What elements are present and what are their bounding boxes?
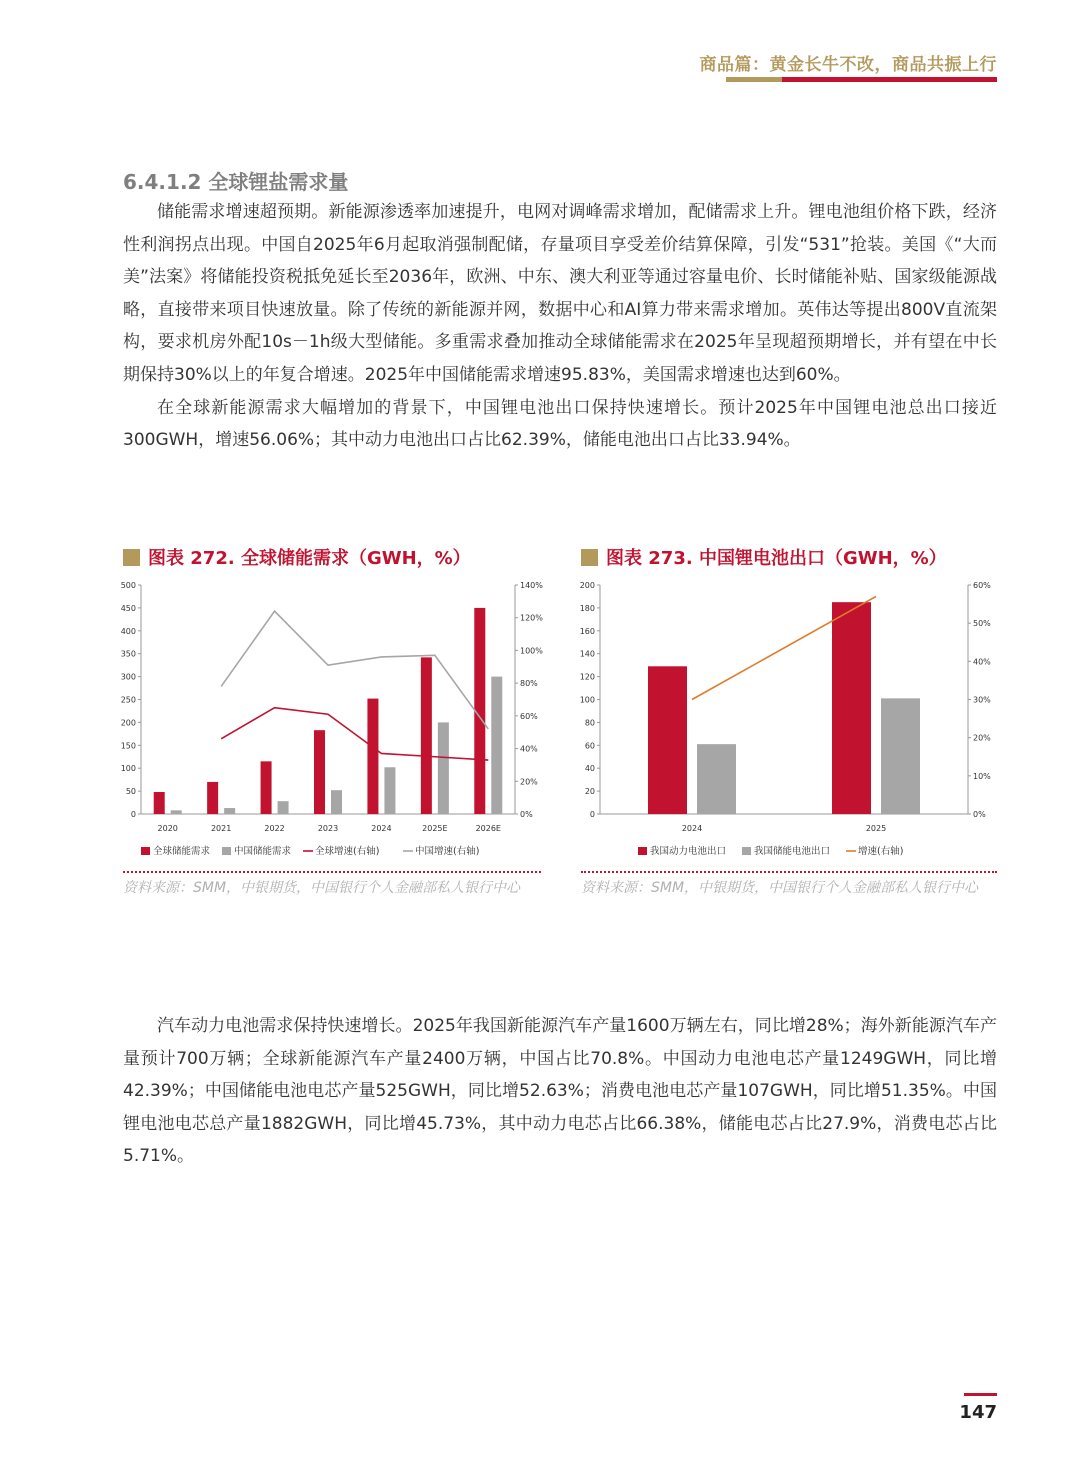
paragraph: 汽车动力电池需求保持快速增长。2025年我国新能源汽车产量1600万辆左右，同比增28%；海外新能源汽车产量预计700万辆；全球新能源汽车产量2400万辆，中国占比70.8%。中国动力电池电芯产量1249GWH，同比增42.39%；中国储能电池电芯产量525GWH，同比增52.63%；消费电池电芯产量107GWH，同比增51.35%。中国锂电池电芯总产量1882GWH，同比增45.73%，其中动力电芯占比66.38%，储能电芯占比27.9%，消费电芯占比5.71%。 xyxy=(123,1016,997,1167)
legend-label: 中国增速(右轴) xyxy=(415,846,480,857)
x-tick-label: 2023 xyxy=(317,824,339,833)
bar xyxy=(421,657,432,814)
y2-tick-label: 10% xyxy=(973,771,991,781)
y-tick-label: 100 xyxy=(579,695,595,705)
x-tick-label: 2021 xyxy=(210,824,232,833)
legend-swatch xyxy=(638,847,647,855)
y-tick-label: 60 xyxy=(584,741,595,751)
bar xyxy=(832,602,871,814)
y-tick-label: 150 xyxy=(120,741,136,751)
y2-tick-label: 0% xyxy=(520,810,533,819)
y2-tick-label: 120% xyxy=(520,613,543,623)
y2-tick-label: 60% xyxy=(973,581,991,590)
y-tick-label: 450 xyxy=(120,603,136,613)
chart-273-source: 资料来源：SMM，中银期货，中国银行个人金融部私人银行中心 xyxy=(581,880,979,896)
y2-tick-label: 20% xyxy=(973,733,991,743)
bar xyxy=(278,801,289,814)
y-tick-label: 400 xyxy=(120,626,136,636)
bar xyxy=(491,677,502,814)
header-rule-red xyxy=(782,77,997,82)
bar xyxy=(261,761,272,814)
paragraph: 在全球新能源需求大幅增加的背景下，中国锂电池出口保持快速增长。预计2025年中国锂电池总出口接近300GWH，增速56.06%；其中动力电池出口占比62.39%，储能电池出口占比33.94%。 xyxy=(123,397,997,451)
x-tick-label: 2024 xyxy=(681,824,703,833)
chart-272-title xyxy=(123,544,471,570)
bar xyxy=(697,744,736,814)
source-rule xyxy=(581,871,997,873)
bar xyxy=(438,722,449,814)
header-rule-gold xyxy=(726,77,782,82)
paragraph: 储能需求增速超预期。新能源渗透率加速提升，电网对调峰需求增加，配储需求上升。锂电池组价格下跌，经济性利润拐点出现。中国自2025年6月起取消强制配储，存量项目享受差价结算保障，引发“531”抢装。美国《“大而美”法案》将储能投资税抵免延长至2036年，欧洲、中东、澳大利亚等通过容量电价、长时储能补贴、国家级能源战略，直接带来项目快速放量。除了传统的新能源并网，数据中心和AI算力带来需求增加。英伟达等提出800V直流架构，要求机房外配10s－1h级大型储能。多重需求叠加推动全球储能需求在2025年呈现超预期增长，并有望在中长期保持30%以上的年复合增速。2025年中国储能需求增速95.83%，美国需求增速也达到60%。 xyxy=(123,202,997,385)
section-title: 6.4.1.2 全球锂盐需求量 xyxy=(123,170,349,194)
chart-272-title-text: 图表 272. 全球储能需求（GWH，%） xyxy=(148,548,471,569)
y-tick-label: 250 xyxy=(120,695,136,705)
page-number-rule xyxy=(964,1393,997,1396)
legend-label: 全球增速(右轴) xyxy=(315,846,380,857)
y-tick-label: 80 xyxy=(584,718,595,728)
x-tick-label: 2026E xyxy=(475,824,501,833)
chart-273-title-text: 图表 273. 中国锂电池出口（GWH，%） xyxy=(606,548,947,569)
y2-tick-label: 40% xyxy=(973,657,991,667)
x-tick-label: 2022 xyxy=(264,824,285,833)
title-marker xyxy=(123,549,140,566)
y-tick-label: 0 xyxy=(130,810,136,819)
y-tick-label: 0 xyxy=(589,810,595,819)
y-tick-label: 20 xyxy=(584,787,595,797)
legend-label: 中国储能需求 xyxy=(234,846,292,857)
y-tick-label: 300 xyxy=(120,672,136,682)
page-number: 147 xyxy=(959,1402,997,1423)
y2-tick-label: 80% xyxy=(520,679,538,689)
y-tick-label: 140 xyxy=(579,649,595,659)
y-tick-label: 100 xyxy=(120,764,136,774)
chart-272 xyxy=(118,575,548,870)
bar xyxy=(881,698,920,814)
legend-label: 全球储能需求 xyxy=(153,846,211,857)
bar xyxy=(224,808,235,814)
y2-tick-label: 140% xyxy=(520,581,543,590)
y-tick-label: 50 xyxy=(125,787,136,797)
title-marker xyxy=(581,549,598,566)
bar xyxy=(171,810,182,814)
legend-label: 我国储能电池出口 xyxy=(754,846,831,857)
bar xyxy=(648,666,687,814)
legend-swatch xyxy=(222,847,231,855)
y-tick-label: 120 xyxy=(579,672,595,682)
legend-swatch xyxy=(742,847,751,855)
x-tick-label: 2024 xyxy=(371,824,392,833)
chart-272-source: 资料来源：SMM，中银期货，中国银行个人金融部私人银行中心 xyxy=(123,880,521,896)
source-rule xyxy=(123,871,541,873)
bar xyxy=(154,792,165,814)
bar xyxy=(207,782,218,814)
legend-swatch xyxy=(141,847,150,855)
y2-tick-label: 30% xyxy=(973,695,991,705)
y-tick-label: 350 xyxy=(120,649,136,659)
y-tick-label: 180 xyxy=(579,603,595,613)
y2-tick-label: 20% xyxy=(520,777,538,787)
x-tick-label: 2025E xyxy=(422,824,448,833)
x-tick-label: 2020 xyxy=(157,824,178,833)
y2-tick-label: 50% xyxy=(973,619,991,629)
y-tick-label: 200 xyxy=(120,718,136,728)
bar xyxy=(331,790,342,814)
body-text-top xyxy=(123,196,997,457)
series-line xyxy=(221,611,488,729)
x-tick-label: 2025 xyxy=(865,824,887,833)
body-text-bottom xyxy=(123,1010,997,1173)
legend-label: 增速(右轴) xyxy=(858,846,904,857)
y-tick-label: 160 xyxy=(579,626,595,636)
y2-tick-label: 0% xyxy=(973,810,986,819)
bar xyxy=(314,730,325,814)
legend-label: 我国动力电池出口 xyxy=(650,846,727,857)
chart-273 xyxy=(578,575,1002,870)
y-tick-label: 40 xyxy=(584,764,595,774)
y-tick-label: 500 xyxy=(120,581,136,590)
y-tick-label: 200 xyxy=(579,581,595,590)
bar xyxy=(367,699,378,814)
y2-tick-label: 40% xyxy=(520,744,538,754)
y2-tick-label: 60% xyxy=(520,711,538,721)
header-title: 商品篇：黄金长牛不改，商品共振上行 xyxy=(699,55,997,75)
y2-tick-label: 100% xyxy=(520,646,543,656)
bar xyxy=(384,767,395,814)
chart-273-title xyxy=(581,544,947,570)
